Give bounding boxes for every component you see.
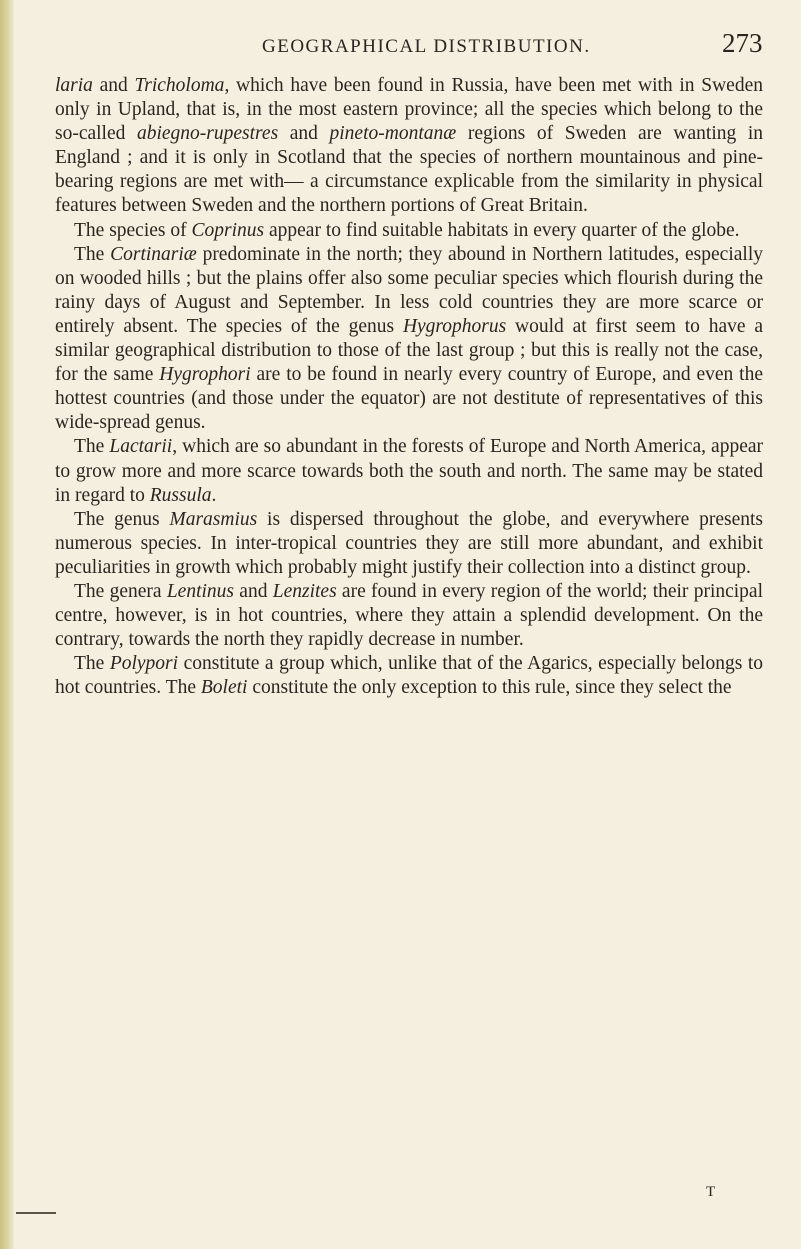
body-text	[55, 74, 763, 700]
text-run: would at first seem to have a similar geographical distribution to those of the last group ; but this is really not the case, for the same	[55, 315, 763, 386]
italic-term: Hygrophori	[159, 364, 251, 386]
italic-term: Boleti	[200, 677, 248, 699]
italic-term: Russula	[149, 484, 212, 506]
text-run: and	[234, 580, 273, 602]
text-run: are to be found in nearly every country of Europe, and even the hottest countries (and those under the equator) are not destitute of representatives of this wide-spread genus.	[55, 364, 763, 434]
text-run: The genus	[74, 508, 170, 530]
italic-term: laria	[55, 75, 93, 96]
text-run: appear to find suitable habitats in every quarter of the globe.	[264, 219, 740, 241]
paragraph	[55, 74, 763, 219]
paragraph	[55, 219, 763, 243]
text-run: The	[74, 653, 110, 675]
italic-term: pineto-montanæ	[329, 123, 457, 145]
text-run: are found in every region of the world; their principal centre, however, is in hot countries, where they attain a splendid development. On the contrary, towards the north they rapidly decrease in number.	[55, 580, 764, 651]
text-run: The species of	[74, 219, 192, 241]
italic-term: Lentinus	[166, 580, 235, 602]
italic-term: Tricholoma	[134, 75, 225, 96]
text-run: , which are so abundant in the forests of Europe and North America, appear to grow more and more scarce towards both the south and north. The same may be stated in regard to	[55, 436, 763, 506]
text-run: predominate in the north; they abound in Northern latitudes, especially on wooded hills ; but the plains offer also some peculiar species which flourish during the rainy days of August and September. In less cold countries they are more scarce or entirely absent. The species of the genus	[55, 243, 763, 337]
paragraph	[55, 243, 763, 436]
text-run: The genera	[74, 580, 167, 602]
text-run: and	[278, 123, 330, 145]
italic-term: Polypori	[109, 653, 179, 675]
text-run: constitute a group which, unlike that of the Agarics, especially belongs to hot countries. The	[55, 653, 763, 699]
italic-term: Lactarii	[109, 436, 173, 458]
italic-term: abiegno-rupestres	[136, 123, 279, 145]
italic-term: Hygrophorus	[402, 315, 507, 337]
text-run: .	[211, 484, 217, 506]
signature-mark: T	[706, 1184, 716, 1200]
italic-term: Cortinariæ	[110, 243, 197, 265]
text-run: and	[92, 75, 135, 96]
paragraph	[55, 580, 763, 652]
text-run: The	[74, 436, 110, 458]
text-run: , which have been found in Russia, have been met with in Sweden only in Upland, that is, in the most eastern province; all the species which belong to the so-called	[55, 75, 763, 145]
text-run: The	[74, 243, 111, 265]
page-header	[0, 26, 801, 66]
italic-term: Lenzites	[272, 580, 337, 602]
paragraph	[55, 652, 763, 700]
running-head: GEOGRAPHICAL DISTRIBUTION.	[262, 36, 591, 57]
page-edge-mark	[16, 1212, 56, 1214]
italic-term: Coprinus	[191, 219, 265, 241]
page-number: 273	[722, 28, 763, 58]
italic-term: Marasmius	[169, 508, 258, 530]
paragraph	[55, 508, 763, 580]
paragraph	[55, 435, 763, 507]
page-gutter-shadow	[0, 0, 14, 1249]
text-run: constitute the only exception to this rule, since they select the	[247, 677, 732, 699]
text-run: is dispersed throughout the globe, and everywhere presents numerous species. In inter-tropical countries they are still more abundant, and exhibit peculiarities in growth which probably might justify their collection into a distinct group.	[55, 508, 764, 578]
text-run: regions of Sweden are wanting in England ; and it is only in Scotland that the species of northern mountainous and pine-bearing regions are met with— a circumstance explicable from the similarity in physical features between Sweden and the northern portions of Great Britain.	[55, 123, 763, 217]
